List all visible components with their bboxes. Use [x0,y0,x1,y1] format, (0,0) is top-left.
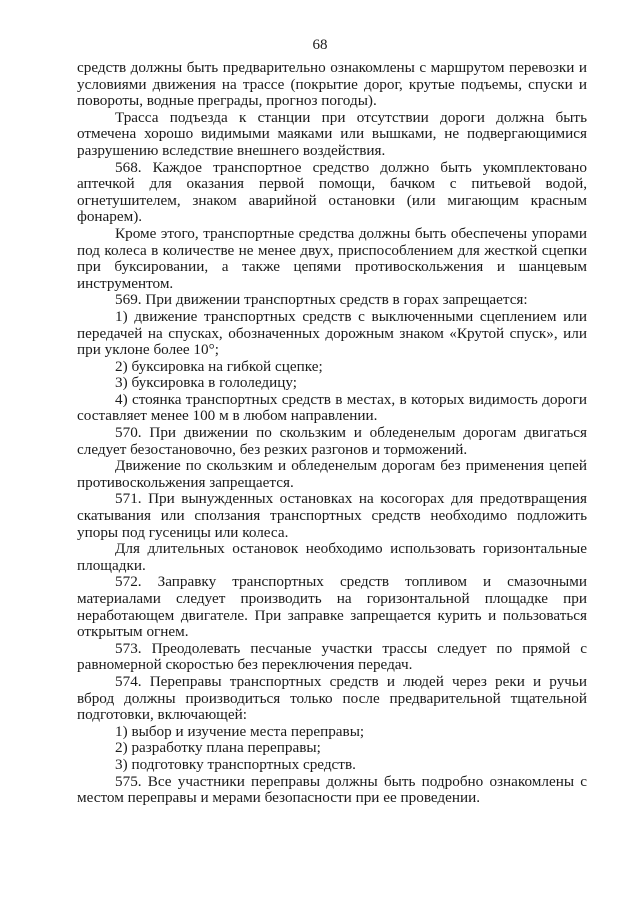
paragraph-575: 575. Все участники переправы должны быть подробно ознакомлены с местом переправы и мерами безопасности при ее проведении. [77,772,587,807]
paragraph-568: 568. Каждое транспортное средство должно быть укомплектовано аптечкой для оказания первой помощи, бачком с питьевой водой, огнетушителем, знаком аварийной остановки (или мигающим красным фонарем). [77,158,587,226]
list-item: 2) буксировка на гибкой сцепке; [115,357,323,375]
paragraph: Кроме этого, транспортные средства должны быть обеспечены упорами под колеса в количестве не менее двух, приспособлением для жесткой сцепки при буксировании, а также цепями противоскольжения и шанцевым инструментом. [77,224,587,292]
paragraph-571: 571. При вынужденных остановках на косогорах для предотвращения скатывания или сползания транспортных средств необходимо подложить упоры под гусеницы или колеса. [77,490,587,541]
paragraph-573: 573. Преодолевать песчаные участки трассы следует по прямой с равномерной скоростью без переключения передач. [77,639,587,674]
paragraph-574: 574. Переправы транспортных средств и людей через реки и ручьи вброд должны производиться только после предварительной тщательной подготовки, включающей: [77,672,587,724]
paragraph-572: 572. Заправку транспортных средств топливом и смазочными материалами следует производить на горизонтальной площадке при неработающем двигателе. При заправке запрещается курить и пользоваться открытым огнем. [77,573,587,641]
list-item: 4) стоянка транспортных средств в местах, в которых видимость дороги составляет менее 100 м в любом направлении. [77,390,587,425]
paragraph: Движение по скользким и обледенелым дорогам без применения цепей противоскольжения запрещается. [77,457,587,491]
document-body [77,60,587,807]
paragraph-570: 570. При движении по скользким и обледенелым дорогам двигаться следует безостановочно, без резких разгонов и торможений. [77,424,587,458]
paragraph-continuation: средств должны быть предварительно ознакомлены с маршрутом перевозки и условиями движения на трассе (покрытие дорог, крутые подъемы, спуски и повороты, водные преграды, прогноз погоды). [77,59,587,110]
list-item: 1) движение транспортных средств с выключенными сцеплением или передачей на спусках, обозначенных дорожным знаком «Крутой спуск», или при уклоне более 10°; [77,307,587,359]
list-item: 2) разработку плана переправы; [115,739,321,757]
list-item: 3) подготовку транспортных средств. [115,755,356,773]
paragraph: Для длительных остановок необходимо использовать горизонтальные площадки. [77,540,587,574]
list-item: 1) выбор и изучение места переправы; [115,722,365,740]
paragraph-569: 569. При движении транспортных средств в горах запрещается: [115,291,528,309]
page-number: 68 [312,37,328,53]
list-item: 3) буксировка в гололедицу; [115,374,298,392]
paragraph: Трасса подъезда к станции при отсутствии дороги должна быть отмечена хорошо видимыми маяками или вышками, не подвергающимися разрушению вследствие внешнего воздействия. [77,108,587,159]
